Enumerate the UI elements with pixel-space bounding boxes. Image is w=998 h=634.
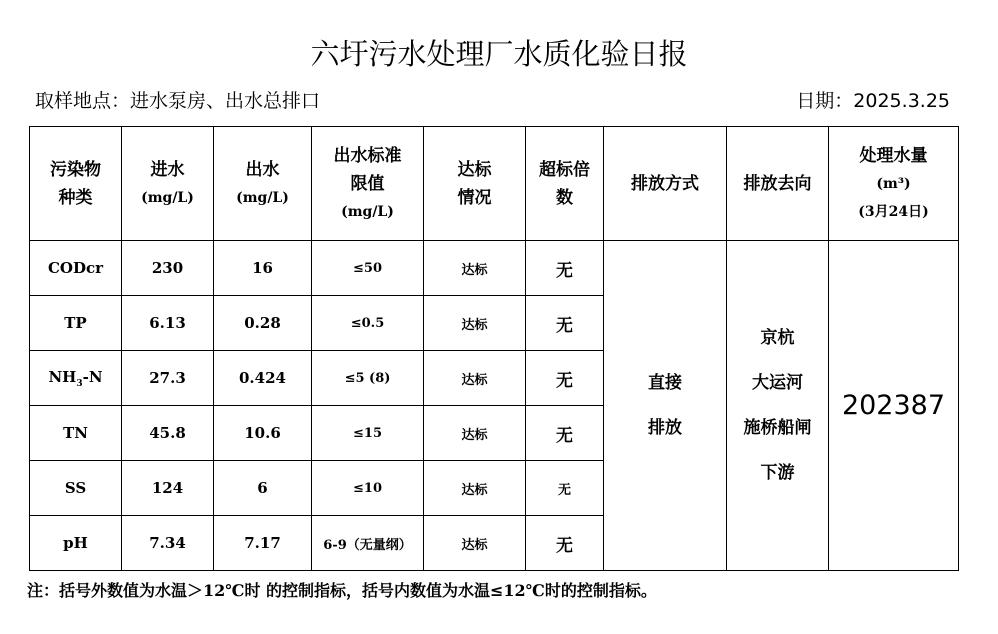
pollutant-name [30, 351, 122, 406]
header-discharge-dest: 排放去向 [727, 127, 829, 241]
exceed-multiple: 无 [526, 296, 604, 351]
standard-limit: ≤0.5 [312, 296, 424, 351]
discharge-dest-line3: 施桥船闸 [743, 417, 812, 438]
effluent-value: 0.424 [214, 351, 312, 406]
effluent-value: 16 [214, 241, 312, 296]
header-effluent-unit: (mg/L) [236, 189, 289, 206]
header-pollutant-line2: 种类 [58, 187, 93, 208]
header-standard [312, 127, 424, 241]
header-volume-line1: 处理水量 [859, 145, 928, 166]
header-compliance-line2: 情况 [457, 187, 492, 208]
exceed-multiple: 无 [526, 516, 604, 571]
exceed-multiple: 无 [526, 406, 604, 461]
header-volume [829, 127, 959, 241]
header-pollutant [30, 127, 122, 241]
influent-value: 6.13 [122, 296, 214, 351]
compliance-status: 达标 [424, 351, 526, 406]
header-exceed-line1: 超标倍 [539, 159, 590, 180]
discharge-dest-line2: 大运河 [752, 372, 803, 393]
footnote: 注：括号外数值为水温＞12℃时 的控制指标，括号内数值为水温≤12℃时的控制指标。 [27, 581, 657, 600]
compliance-status: 达标 [424, 516, 526, 571]
header-influent [122, 127, 214, 241]
standard-limit: ≤50 [312, 241, 424, 296]
pollutant-name: SS [30, 461, 122, 516]
treated-volume: 202387 [829, 241, 959, 571]
header-volume-unit: (m³) [876, 175, 911, 192]
discharge-method [604, 241, 727, 571]
water-quality-table [29, 126, 959, 571]
effluent-value: 0.28 [214, 296, 312, 351]
header-standard-line1: 出水标准 [333, 145, 402, 166]
discharge-destination [727, 241, 829, 571]
header-row [30, 127, 959, 241]
report-date: 日期：2025.3.25 [796, 90, 950, 112]
exceed-multiple: 无 [526, 351, 604, 406]
exceed-multiple: 无 [526, 241, 604, 296]
pollutant-name: CODcr [30, 241, 122, 296]
report-title: 六圩污水处理厂水质化验日报 [310, 37, 688, 71]
discharge-method-line2: 排放 [648, 417, 682, 438]
header-standard-line2: 限值 [350, 173, 385, 194]
header-exceed [526, 127, 604, 241]
header-standard-unit: (mg/L) [341, 203, 394, 220]
header-compliance-line1: 达标 [457, 159, 492, 180]
header-influent-unit: (mg/L) [141, 189, 194, 206]
pollutant-name-tail: -N [82, 367, 103, 386]
effluent-value: 7.17 [214, 516, 312, 571]
influent-value: 7.34 [122, 516, 214, 571]
header-discharge-method: 排放方式 [604, 127, 727, 241]
influent-value: 27.3 [122, 351, 214, 406]
standard-limit: ≤5 (8) [312, 351, 424, 406]
pollutant-name: TP [30, 296, 122, 351]
exceed-multiple: 无 [526, 461, 604, 516]
header-exceed-line2: 数 [556, 187, 573, 208]
pollutant-name-main: NH [48, 367, 77, 386]
standard-limit: ≤15 [312, 406, 424, 461]
header-effluent [214, 127, 312, 241]
pollutant-name: pH [30, 516, 122, 571]
header-influent-line1: 进水 [150, 159, 185, 180]
header-effluent-line1: 出水 [245, 159, 280, 180]
influent-value: 45.8 [122, 406, 214, 461]
sampling-location: 取样地点：进水泵房、出水总排口 [35, 90, 321, 112]
header-compliance [424, 127, 526, 241]
pollutant-name-subscript: 3 [76, 378, 83, 389]
pollutant-name: TN [30, 406, 122, 461]
discharge-dest-line1: 京杭 [760, 327, 795, 348]
effluent-value: 6 [214, 461, 312, 516]
influent-value: 230 [122, 241, 214, 296]
compliance-status: 达标 [424, 241, 526, 296]
discharge-dest-line4: 下游 [760, 462, 795, 483]
influent-value: 124 [122, 461, 214, 516]
compliance-status: 达标 [424, 296, 526, 351]
compliance-status: 达标 [424, 406, 526, 461]
standard-limit: ≤10 [312, 461, 424, 516]
table-row [30, 241, 959, 296]
effluent-value: 10.6 [214, 406, 312, 461]
standard-limit: 6-9（无量纲） [312, 516, 424, 571]
header-pollutant-line1: 污染物 [50, 159, 101, 180]
compliance-status: 达标 [424, 461, 526, 516]
header-volume-date: (3月24日) [858, 203, 929, 220]
discharge-method-line1: 直接 [648, 372, 682, 393]
